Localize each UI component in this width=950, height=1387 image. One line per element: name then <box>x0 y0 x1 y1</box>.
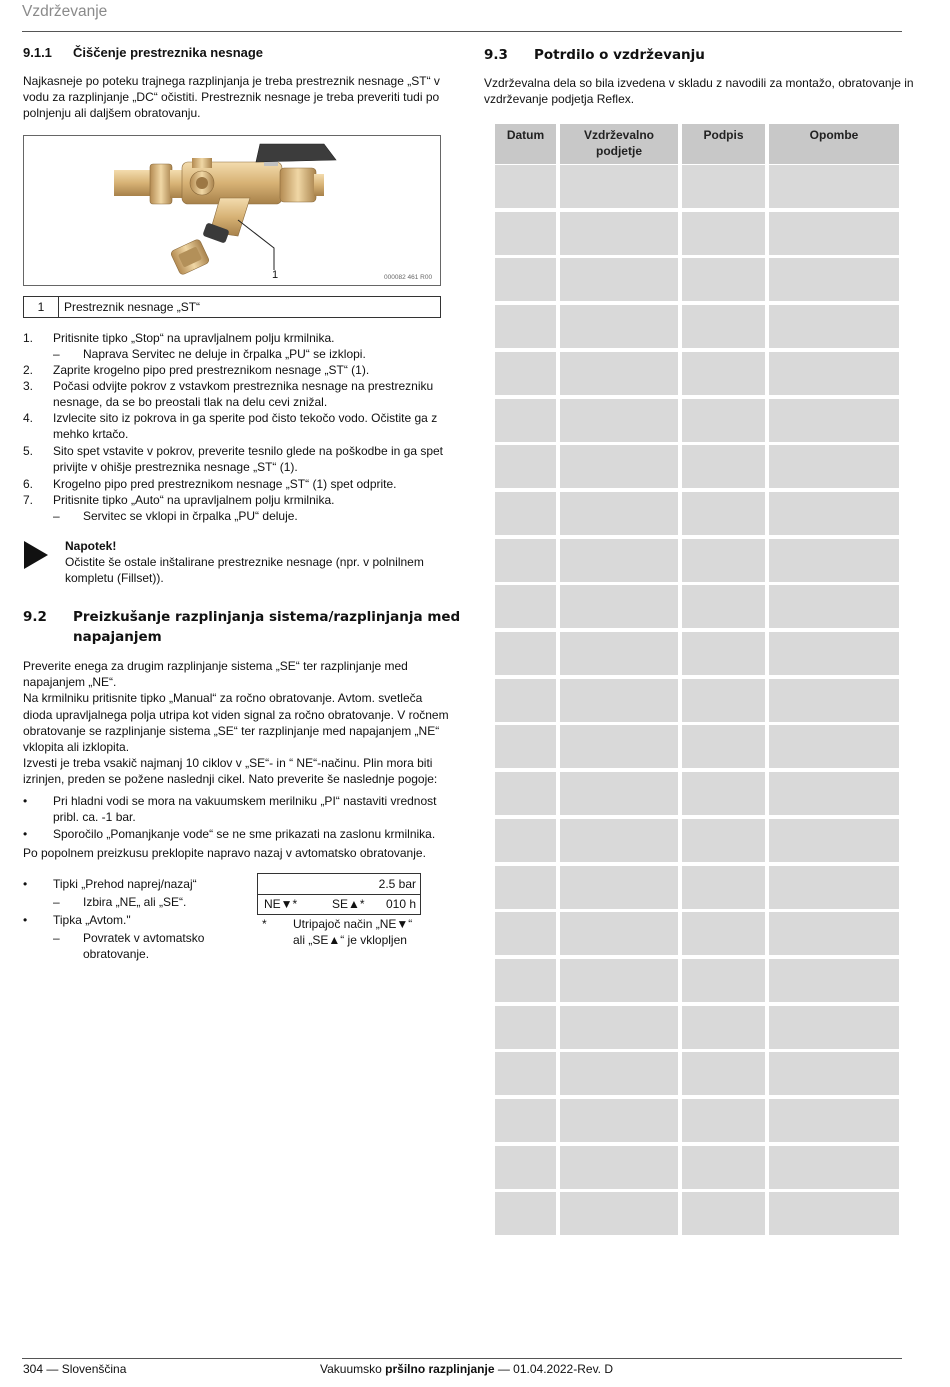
table-cell <box>769 1146 899 1189</box>
table-cell <box>495 165 556 208</box>
table-cell <box>560 305 678 348</box>
section-9-2-text <box>23 658 449 788</box>
table-cell <box>682 305 765 348</box>
dirt-trap-figure <box>23 135 441 286</box>
figure-code: 000082 461 R00 <box>384 274 433 281</box>
table-cell <box>769 539 899 582</box>
table-cell <box>682 165 765 208</box>
lcd-se: SE▲* <box>332 897 365 911</box>
table-cell <box>560 1146 678 1189</box>
table-cell <box>769 1006 899 1049</box>
table-cell <box>682 492 765 535</box>
section-9-2-heading <box>23 607 460 627</box>
table-cell <box>495 819 556 862</box>
table-cell <box>769 305 899 348</box>
text-line: Vzdrževalna dela so bila izvedena v skladu z navodili za montažo, obratovanje in <box>484 76 914 90</box>
list-subitem: – Servitec se vklopi in črpalka „PU“ deluje. <box>53 509 298 523</box>
table-cell <box>682 585 765 628</box>
table-cell <box>495 445 556 488</box>
section-number: 9.2 <box>23 609 47 625</box>
table-cell <box>769 352 899 395</box>
table-cell <box>495 959 556 1002</box>
text-line: Najkasneje po poteku trajnega razplinjanja je treba prestreznik nesnage „ST“ v <box>23 74 440 88</box>
table-cell <box>495 632 556 675</box>
table-cell <box>682 445 765 488</box>
dirt-trap-illustration <box>24 136 440 285</box>
table-cell <box>769 632 899 675</box>
table-cell <box>769 165 899 208</box>
list-subitem: – Naprava Servitec ne deluje in črpalka „PU“ se izklopi. <box>53 347 366 361</box>
table-cell <box>495 1006 556 1049</box>
table-cell <box>682 399 765 442</box>
table-cell <box>495 772 556 815</box>
table-cell <box>769 679 899 722</box>
table-cell <box>682 1192 765 1235</box>
section-number: 9.1.1 <box>23 45 52 60</box>
lcd-ne: NE▼* <box>264 897 298 911</box>
section-title: Potrdilo o vzdrževanju <box>534 47 705 63</box>
table-cell <box>682 959 765 1002</box>
text-line: dioda upravljalnega polja utripa kot viden signal za ročno obratovanje. V ročnem <box>23 707 449 722</box>
table-cell <box>769 399 899 442</box>
table-header-company: Vzdrževalno podjetje <box>560 124 678 164</box>
list-item: 7. Pritisnite tipko „Auto“ na upravljalnem polju krmilnika. <box>23 493 335 507</box>
table-cell <box>682 212 765 255</box>
table-cell <box>682 772 765 815</box>
note-title: Napotek! <box>65 539 117 553</box>
table-cell <box>560 1052 678 1095</box>
table-cell <box>769 492 899 535</box>
text-line: Na krmilniku pritisnite tipko „Manual“ za ročno obratovanje. Avtom. svetleča <box>23 691 423 706</box>
footer-divider <box>22 1358 902 1359</box>
note-box <box>65 538 424 587</box>
table-cell <box>560 1006 678 1049</box>
list-subitem: – Izbira „NE„ ali „SE“. <box>53 895 187 909</box>
bullet-item: • Sporočilo „Pomanjkanje vode“ se ne sme prikazati na zaslonu krmilnika. <box>23 827 436 841</box>
legend-number: 1 <box>24 297 59 317</box>
table-cell <box>495 492 556 535</box>
table-cell <box>682 1006 765 1049</box>
table-cell <box>682 1099 765 1142</box>
section-number: 9.3 <box>484 47 508 63</box>
list-item: 1. Pritisnite tipko „Stop“ na upravljalnem polju krmilnika. <box>23 331 335 345</box>
text-line: vodu za razplinjanje „DC“ očistiti. Prestreznik nesnage je treba preveriti tudi po <box>23 90 440 105</box>
table-cell <box>682 819 765 862</box>
table-cell <box>560 539 678 582</box>
table-cell <box>560 912 678 955</box>
table-cell <box>682 258 765 301</box>
table-cell <box>769 912 899 955</box>
table-cell <box>769 445 899 488</box>
table-cell <box>769 725 899 768</box>
text-line: polnjenju ali daljšem obratovanju. <box>23 106 201 121</box>
bullet-item: • Pri hladni vodi se mora na vakuumskem merilniku „PI“ nastaviti vrednost pribl. ca. -1 bar. <box>23 794 437 825</box>
list-subitem: – Povratek v avtomatsko obratovanje. <box>53 931 205 962</box>
bullet-item: • Tipka „Avtom." <box>23 913 131 927</box>
table-cell <box>495 1099 556 1142</box>
table-cell <box>560 399 678 442</box>
list-item: 6. Krogelno pipo pred prestreznikom nesnage „ST“ (1) spet odprite. <box>23 477 397 491</box>
table-cell <box>560 866 678 909</box>
bullet-item: • Tipki „Prehod naprej/nazaj“ <box>23 877 197 891</box>
table-cell <box>769 959 899 1002</box>
lcd-display <box>257 873 421 915</box>
table-cell <box>495 399 556 442</box>
table-cell <box>560 819 678 862</box>
section-9-3-text <box>484 75 914 107</box>
table-cell <box>682 866 765 909</box>
table-cell <box>682 632 765 675</box>
lcd-divider <box>258 894 420 895</box>
figure-legend <box>23 296 441 318</box>
table-cell <box>769 819 899 862</box>
table-cell <box>495 912 556 955</box>
table-cell <box>769 772 899 815</box>
table-cell <box>682 539 765 582</box>
table-cell <box>560 258 678 301</box>
table-header-notes: Opombe <box>769 124 899 164</box>
table-cell <box>769 258 899 301</box>
table-cell <box>560 725 678 768</box>
section-title: Preizkušanje razplinjanja sistema/razplinjanja med <box>73 609 461 625</box>
section-title-cont: napajanjem <box>73 629 162 645</box>
lcd-hours: 010 h <box>385 897 416 911</box>
table-cell <box>769 585 899 628</box>
table-cell <box>495 539 556 582</box>
list-item: 3. Počasi odvijte pokrov z vstavkom prestreznika nesnage na prestrezniku nesnage, da se bo preostali tlak na delu cevi znižal. <box>23 379 434 410</box>
table-cell <box>560 1099 678 1142</box>
table-cell <box>495 866 556 909</box>
table-cell <box>560 492 678 535</box>
list-item: 5. Sito spet vstavite v pokrov, preverite tesnilo glede na poškodbe in ga spet privijte v ohišje prestreznika nesnage „ST“ (1). <box>23 444 444 475</box>
section-9-1-1-heading <box>23 45 263 60</box>
table-cell <box>560 445 678 488</box>
text-line: napajanjem „NE“. <box>23 675 117 690</box>
table-cell <box>769 1052 899 1095</box>
text-line: obratovanje se razplinjanje sistema „SE“ ter razplinjanje med napajanjem „NE“ <box>23 723 440 738</box>
table-cell <box>682 679 765 722</box>
table-cell <box>495 305 556 348</box>
table-cell <box>682 1146 765 1189</box>
table-cell <box>769 1192 899 1235</box>
footer-page: 304 — Slovenščina <box>23 1362 127 1376</box>
footer-title: Vakuumsko pršilno razplinjanje — 01.04.2022-Rev. D <box>320 1362 614 1376</box>
table-cell <box>560 585 678 628</box>
note-arrow-icon <box>24 541 48 569</box>
table-cell <box>495 1052 556 1095</box>
legend-text: Prestreznik nesnage „ST“ <box>64 300 201 314</box>
table-cell <box>560 1192 678 1235</box>
closing-text: Po popolnem preizkusu preklopite napravo nazaj v avtomatsko obratovanje. <box>23 846 426 860</box>
table-cell <box>495 1146 556 1189</box>
text-line: izrinjen, preden se požene naslednji cikel. Nato preverite še naslednje pogoje: <box>23 772 438 787</box>
table-cell <box>682 1052 765 1095</box>
table-cell <box>682 725 765 768</box>
table-cell <box>560 772 678 815</box>
lcd-note: Utripajoč način „NE▼“ ali „SE▲“ je vklopljen <box>293 917 413 948</box>
section-title: Čiščenje prestreznika nesnage <box>73 45 264 60</box>
text-line: vzdrževanje podjetja Reflex. <box>484 92 635 107</box>
text-line: Izvesti je treba vsakič najmanj 10 ciklov v „SE“- in “ NE“-načinu. Plin mora biti <box>23 756 433 771</box>
table-cell <box>495 1192 556 1235</box>
table-cell <box>682 912 765 955</box>
table-header-date: Datum <box>495 124 556 164</box>
page-header: Vzdrževanje <box>22 3 108 20</box>
table-header-signature: Podpis <box>682 124 765 164</box>
lcd-pressure: 2.5 bar <box>378 877 416 891</box>
note-line: kompletu (Fillset)). <box>65 571 164 586</box>
table-cell <box>495 679 556 722</box>
table-cell <box>560 959 678 1002</box>
table-cell <box>560 212 678 255</box>
table-cell <box>560 679 678 722</box>
table-cell <box>495 352 556 395</box>
table-cell <box>769 866 899 909</box>
table-cell <box>495 212 556 255</box>
table-cell <box>769 212 899 255</box>
header-divider <box>22 31 902 32</box>
table-cell <box>560 632 678 675</box>
table-cell <box>560 165 678 208</box>
section-9-1-1-text <box>23 73 440 122</box>
table-cell <box>560 352 678 395</box>
table-cell <box>769 1099 899 1142</box>
table-cell <box>495 725 556 768</box>
note-line: Očistite še ostale inštalirane prestreznike nesnage (npr. v polnilnem <box>65 555 424 570</box>
text-line: vklopita ali izklopita. <box>23 740 130 755</box>
list-item: 2. Zaprite krogelno pipo pred prestreznikom nesnage „ST“ (1). <box>23 363 370 377</box>
text-line: Preverite enega za drugim razplinjanje sistema „SE“ ter razplinjanje med <box>23 659 408 673</box>
figure-label: 1 <box>272 269 279 281</box>
table-cell <box>495 585 556 628</box>
table-cell <box>495 258 556 301</box>
list-item: 4. Izvlecite sito iz pokrova in ga sperite pod čisto tekočo vodo. Očistite ga z mehko krtačo. <box>23 411 438 442</box>
section-9-3-heading <box>484 45 705 65</box>
lcd-star: * <box>262 917 267 931</box>
table-cell <box>682 352 765 395</box>
